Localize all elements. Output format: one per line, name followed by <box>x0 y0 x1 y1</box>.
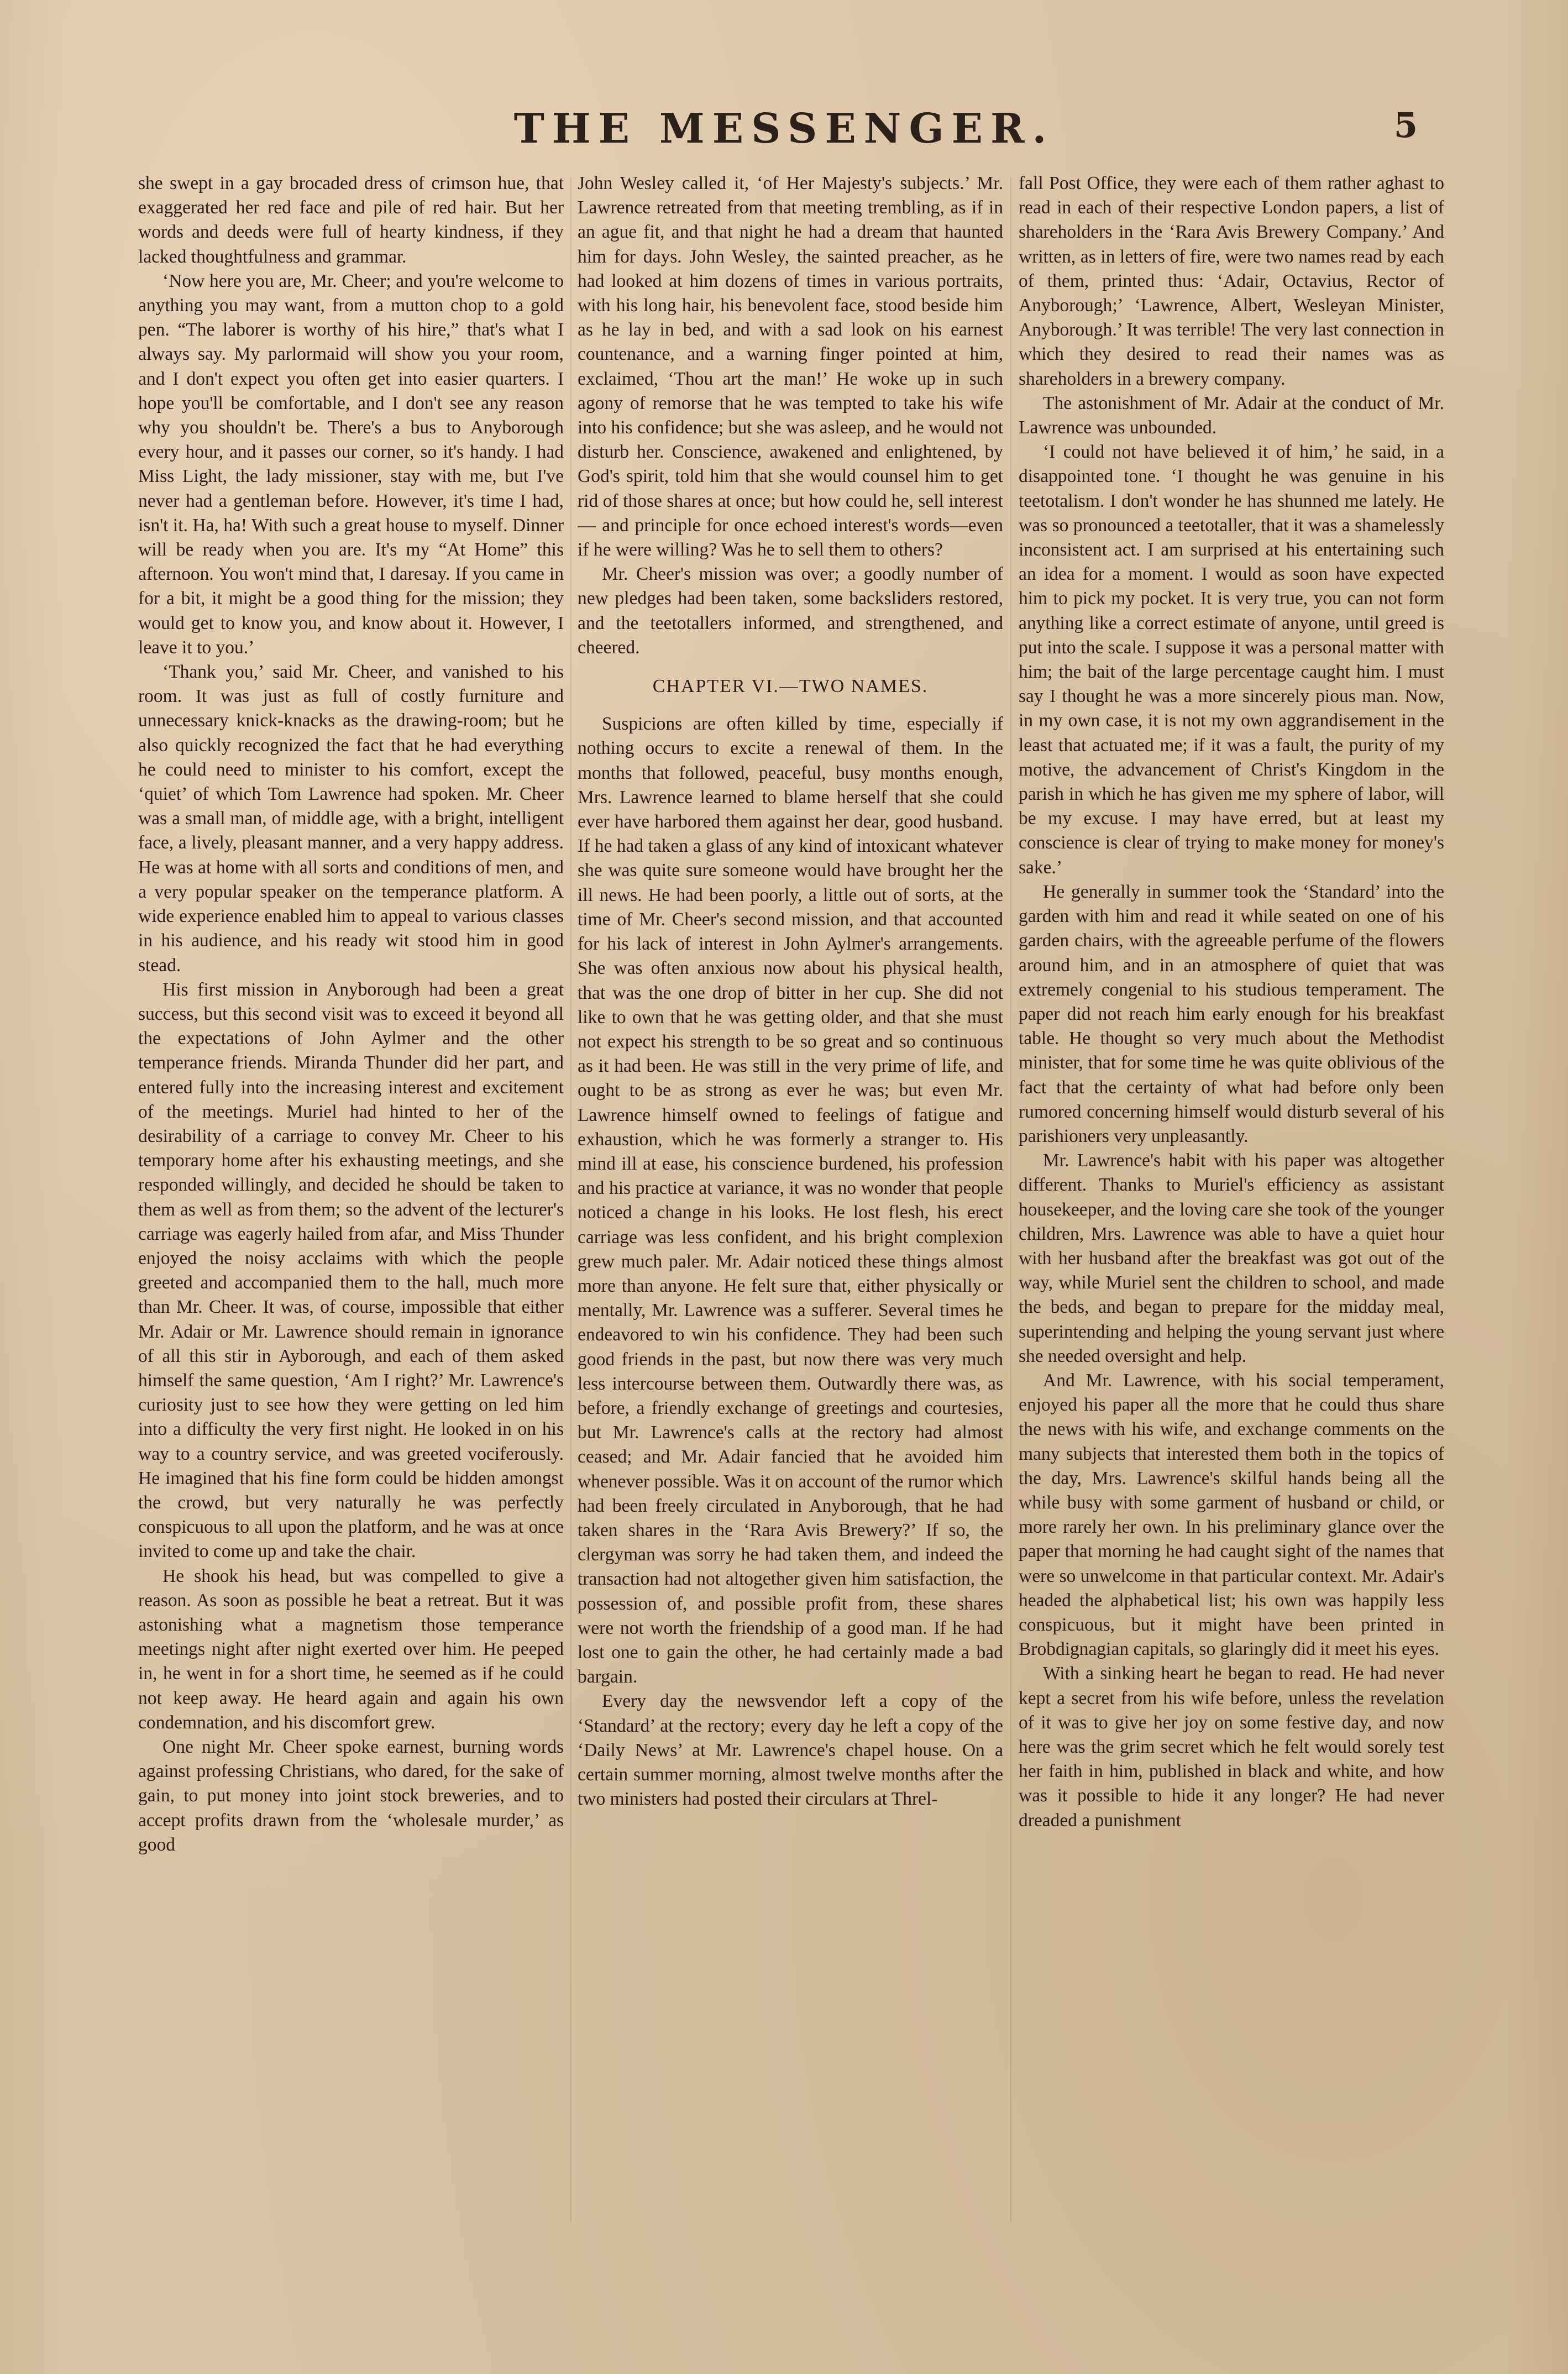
paragraph: Mr. Cheer's mission was over; a goodly number of new pledges had been taken, some backsliders restored, and the teetotallers informed, and strengthened, and cheered. <box>578 564 1003 658</box>
paragraph: ‘Now here you are, Mr. Cheer; and you're welcome to anything you may want, from a mutton chop to a gold pen. “The laborer is worthy of his hire,” that's what I always say. My parlormaid will show you your room, and I don't expect you often get into easier quarters. I hope you'll be comfortable, and I don't see any reason why you shouldn't be. There's a bus to Anyborough every hour, and it passes our corner, so it's handy. I had Miss Light, the lady missioner, stay with me, but I've never had a gentleman before. However, it's time I had, isn't it. Ha, ha! With such a great house to myself. Dinner will be ready when you are. It's my “At Home” this afternoon. You won't mind that, I daresay. If you came in for a bit, it might be a good thing for the mission; they would get to know you, and know about it. However, I leave it to you.’ <box>138 270 564 658</box>
paragraph: His first mission in Anyborough had been a great success, but this second visit was to exceed it beyond all the expectations of John Aylmer and the other temperance friends. Miranda Thunder did her part, and entered fully into the increasing interest and excitement of the meetings. Muriel had hinted to her of the desirability of a carriage to convey Mr. Cheer to his temporary home after his exhausting meetings, and she responded willingly, and decided he should be taken to them as well as from them; so the advent of the lecturer's carriage was eagerly hailed from afar, and Miss Thunder enjoyed the noisy acclaims with which the people greeted and accompanied them to the hall, much more than Mr. Cheer. It was, of course, impossible that either Mr. Adair or Mr. Lawrence should remain in ignorance of all this stir in Ayborough, and each of them asked himself the same question, ‘Am I right?’ Mr. Lawrence's curiosity just to see how they were getting on led him into a difficulty the very first night. He looked in on his way to a country service, and was greeted vociferously. He imagined that his fine form could be hidden amongst the crowd, but very naturally he was perfectly conspicuous to all upon the platform, and he was at once invited to come up and take the chair. <box>138 979 564 1562</box>
paragraph: Every day the newsvendor left a copy of the ‘Standard’ at the rectory; every day he left a copy of the ‘Daily News’ at Mr. Lawrence's chapel house. On a certain summer morning, almost twelve months after the two ministers had posted their circulars at Threl- <box>578 1691 1003 1810</box>
paragraph: Mr. Lawrence's habit with his paper was altogether different. Thanks to Muriel's efficiency as assistant housekeeper, and the loving care she took of the younger children, Mrs. Lawrence was able to have a quiet hour with her husband after the breakfast was got out of the way, while Muriel sent the children to school, and made the beds, and began to prepare for the midday meal, superintending and helping the young servant just where she needed oversight and help. <box>1019 1150 1444 1366</box>
text-column-3 <box>1019 171 1444 2255</box>
paragraph: He shook his head, but was compelled to give a reason. As soon as possible he beat a retreat. But it was astonishing what a magnetism those temperance meetings night after night exerted over him. He peeped in, he went in for a short time, he seemed as if he could not keep away. He heard again and again his own condemnation, and his discomfort grew. <box>138 1565 564 1733</box>
paragraph: The astonishment of Mr. Adair at the conduct of Mr. Lawrence was unbounded. <box>1019 392 1444 438</box>
paragraph: With a sinking heart he began to read. He had never kept a secret from his wife before, unless the revelation of it was to give her joy on some festive day, and now here was the grim secret which he felt would sorely test her faith in him, published in black and white, and how was it possible to hide it any longer? He had never dreaded a punishment <box>1019 1663 1444 1831</box>
page-title: THE MESSENGER. <box>513 105 1055 153</box>
column-divider <box>1010 177 1011 2222</box>
page-number: 5 <box>1393 105 1418 145</box>
paragraph: Suspicions are often killed by time, especially if nothing occurs to excite a renewal of them. In the months that followed, peaceful, busy months enough, Mrs. Lawrence learned to blame herself that she could ever have harbored them against her dear, good husband. If he had taken a glass of any kind of intoxicant whatever she was quite sure someone would have brought her the ill news. He had been poorly, a little out of sorts, at the time of Mr. Cheer's second mission, and that accounted for his lack of interest in John Aylmer's arrangements. She was often anxious now about his physical health, that was the one drop of bitter in her cup. She did not like to own that he was getting older, and that she must not expect his strength to be so great and so continuous as it had been. He was still in the very prime of life, and ought to be as strong as ever he was; but even Mr. Lawrence himself owned to feelings of fatigue and exhaustion, which he was formerly a stranger to. His mind ill at ease, his conscience burdened, his profession and his practice at variance, it was no wonder that people noticed a change in his looks. He lost flesh, his erect carriage was less confident, and his bright complexion grew much paler. Mr. Adair noticed these things almost more than anyone. He felt sure that, either physically or mentally, Mr. Lawrence was a sufferer. Several times he endeavored to win his confidence. They had been such good friends in the past, but now there was very much less intercourse between them. Outwardly there was, as before, a friendly exchange of greetings and courtesies, but Mr. Lawrence's calls at the rectory had almost ceased; and Mr. Adair fancied that he avoided him whenever possible. Was it on account of the rumor which had been freely circulated in Anyborough, that he had taken shares in the ‘Rara Avis Brewery?’ If so, the clergyman was sorry he had taken them, and indeed the transaction had not altogether given him satisfaction, the possession of, and possible profit from, these shares were not worth the friendship of a good man. If he had lost one to gain the other, he had certainly made a bad bargain. <box>578 714 1003 1688</box>
paragraph: John Wesley called it, ‘of Her Majesty's subjects.’ Mr. Lawrence retreated from that meeting trembling, as if in an ague fit, and that night he had a dream that haunted him for days. John Wesley, the sainted preacher, as he had looked at him dozens of times in various portraits, with his long hair, his benevolent face, stood beside him as he lay in bed, and with a sad look on his earnest countenance, and a warning finger pointed at him, exclaimed, ‘Thou art the man!’ He woke up in such agony of remorse that he was tempted to take his wife into his confidence; but she was asleep, and he would not disturb her. Conscience, awakened and enlightened, by God's spirit, told him that she would counsel him to get rid of those shares at once; but how could he, sell interest— and principle for once echoed interest's words—even if he were willing? Was he to sell them to others? <box>578 173 1003 560</box>
text-column-2 <box>578 171 1003 2255</box>
paragraph: she swept in a gay brocaded dress of crimson hue, that exaggerated her red face and pile of red hair. But her words and deeds were full of hearty kindness, if they lacked thoughtfulness and grammar. <box>138 173 564 267</box>
paragraph: He generally in summer took the ‘Standard’ into the garden with him and read it while seated on one of his garden chairs, with the agreeable perfume of the flowers around him, and in an atmosphere of quiet that was extremely congenial to his studious temperament. The paper did not reach him early enough for his breakfast table. He thought so very much about the Methodist minister, that for some time he was quite oblivious of the fact that the certainty of what had before only been rumored concerning himself would disturb several of his parishioners very unpleasantly. <box>1019 881 1444 1146</box>
paragraph: ‘I could not have believed it of him,’ he said, in a disappointed tone. ‘I thought he was genuine in his teetotalism. I don't wonder he has shunned me lately. He was so pronounced a teetotaller, that it was a shamelessly inconsistent act. I am surprised at his entertaining such an idea for a moment. I would as soon have expected him to pick my pocket. It is very true, you can not form anything like a correct estimate of anyone, until greed is put into the scale. I suppose it was a personal matter with him; the bait of the large percentage caught him. I must say I thought he was a more sincerely pious man. Now, in my own case, it is not my own aggrandisement in the least that actuated me; if it was a fault, the purity of my motive, the advancement of Christ's Kingdom in the parish in which he has given me my sphere of labor, will be my excuse. I may have erred, but at least my conscience is clear of trying to make money for money's sake.’ <box>1019 442 1444 878</box>
chapter-heading: CHAPTER VI.—TWO NAMES. <box>652 676 929 697</box>
paragraph: ‘Thank you,’ said Mr. Cheer, and vanished to his room. It was just as full of costly furniture and unnecessary knick-knacks as the drawing-room; but he also quickly recognized the fact that he had everything he could need to minister to his comfort, except the ‘quiet’ of which Tom Lawrence had spoken. Mr. Cheer was a small man, of middle age, with a bright, intelligent face, a lively, pleasant manner, and a very happy address. He was at home with all sorts and conditions of men, and a very popular speaker on the temperance platform. A wide experience enabled him to appeal to various classes in his audience, and his ready wit stood him in good stead. <box>138 662 564 976</box>
column-divider <box>570 177 571 2222</box>
paragraph: fall Post Office, they were each of them rather aghast to read in each of their respective London papers, a list of shareholders in the ‘Rara Avis Brewery Company.’ And written, as in letters of fire, were two names read by each of them, printed thus: ‘Adair, Octavius, Rector of Anyborough;’ ‘Lawrence, Albert, Wesleyan Minister, Anyborough.’ It was terrible! The very last connection in which they desired to read their names was as shareholders in a brewery company. <box>1019 173 1444 389</box>
text-column-1 <box>138 171 564 2255</box>
paragraph: One night Mr. Cheer spoke earnest, burning words against professing Christians, who dared, for the sake of gain, to put money into joint stock breweries, and to accept profits drawn from the ‘wholesale murder,’ as good <box>138 1737 564 1855</box>
paragraph: And Mr. Lawrence, with his social temperament, enjoyed his paper all the more that he could thus share the news with his wife, and exchange comments on the many subjects that interested them both in the topics of the day, Mrs. Lawrence's skilful hands being all the while busy with some garment of husband or child, or more rarely her own. In his preliminary glance over the paper that morning he had caught sight of the names that were so unwelcome in that particular context. Mr. Adair's headed the alphabetical list; his own was happily less conspicuous, but it might have been printed in Brobdignagian capitals, so glaringly did it meet his eyes. <box>1019 1370 1444 1660</box>
masthead <box>0 105 1568 166</box>
